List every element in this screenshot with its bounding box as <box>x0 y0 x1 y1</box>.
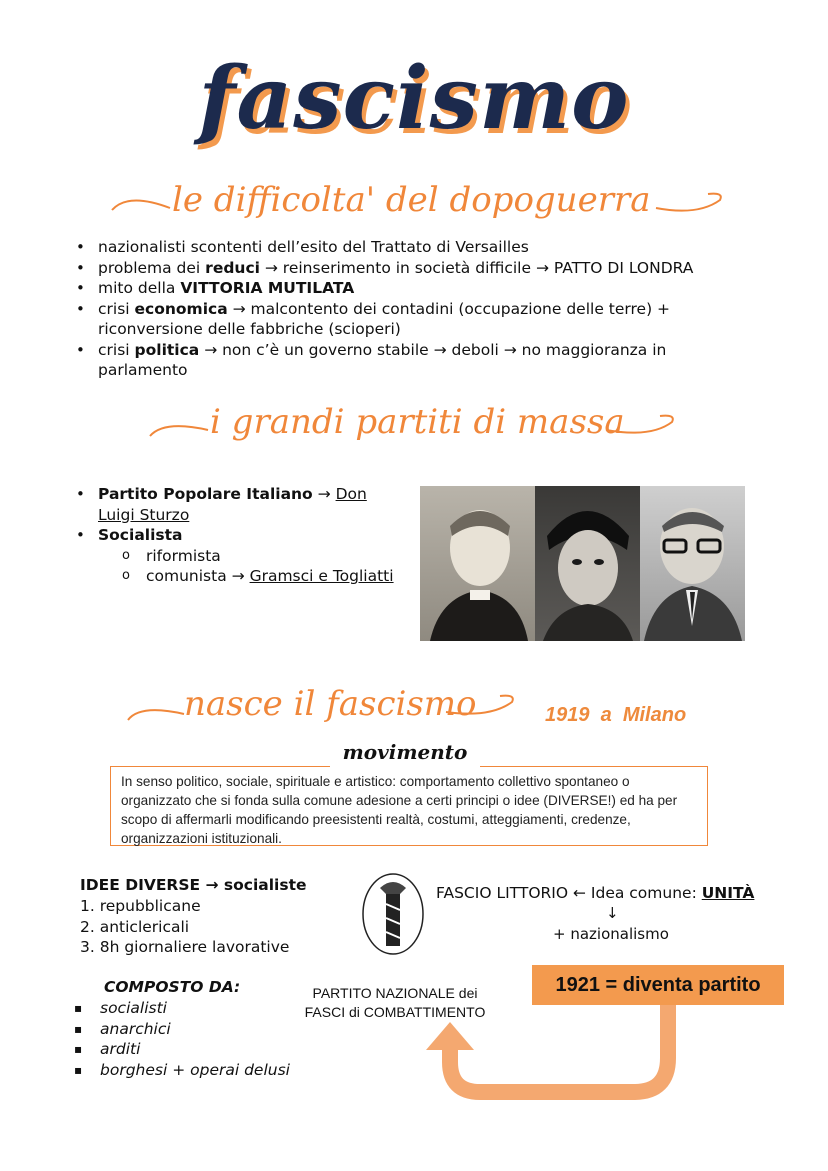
list-item: • Partito Popolare Italiano → Don Luigi Sturzo <box>72 484 402 525</box>
page-title: fascismo <box>198 48 630 149</box>
section-heading-partiti: i grandi partiti di massa <box>210 402 625 442</box>
idee-diverse-title: IDEE DIVERSE → socialiste <box>80 876 307 894</box>
partito-nazionale: PARTITO NAZIONALE dei FASCI di COMBATTIMENTO <box>304 985 486 1020</box>
list-item: • mito della VITTORIA MUTILATA <box>72 278 732 299</box>
fascio-littorio-text: FASCIO LITTORIO ← Idea comune: UNITÀ <box>436 884 755 902</box>
portrait-gramsci <box>535 486 640 641</box>
section-heading-nasce: nasce il fascismo <box>184 684 477 724</box>
list-item: • nazionalisti scontenti dell’esito del Trattato di Versailles <box>72 237 732 258</box>
list-item: 2. anticlericali <box>80 917 190 936</box>
dopoguerra-list <box>72 237 732 381</box>
portrait-togliatti <box>640 486 745 641</box>
movimento-label: movimento <box>330 740 480 770</box>
partito-1921-box: 1921 = diventa partito <box>532 965 784 1005</box>
founding-date: 1919 a Milano <box>545 704 687 726</box>
return-arrow-icon <box>410 1000 700 1110</box>
list-item: 1. repubblicane <box>80 897 201 915</box>
partiti-list <box>72 484 402 587</box>
list-item: o comunista → Gramsci e Togliatti <box>120 566 402 587</box>
idee-list <box>80 896 289 958</box>
composto-list <box>74 998 290 1080</box>
list-item: • crisi politica → non c’è un governo stabile → deboli → no maggioranza in parlamento <box>72 340 732 381</box>
nazionalismo-text: + nazionalismo <box>553 925 669 943</box>
list-item: • Socialista o riformista o comunista → Gramsci e Togliatti <box>72 525 402 587</box>
composto-title: COMPOSTO DA: <box>104 978 241 996</box>
list-item: • problema dei reduci → reinserimento in società difficile → PATTO DI LONDRA <box>72 258 732 279</box>
list-item: o riformista <box>120 546 402 567</box>
list-item: ▪ arditi <box>74 1039 290 1060</box>
list-item: ▪ anarchici <box>74 1019 290 1040</box>
portrait-sturzo <box>420 486 535 641</box>
down-arrow-icon: ↓ <box>606 904 619 922</box>
list-item: 3. 8h giornaliere lavorative <box>80 938 290 956</box>
list-item: ▪ socialisti <box>74 998 290 1019</box>
list-item: ▪ borghesi + operai delusi <box>74 1060 290 1081</box>
list-item: • crisi economica → malcontento dei contadini (occupazione delle terre) + riconversione delle fabbriche (scioperi) <box>72 299 732 340</box>
movimento-definition: In senso politico, sociale, spirituale e artistico: comportamento collettivo spontaneo o organizzato che si fonda sulla comune adesione a certi principi o idee (DIVERSE!) ed ha per scopo di affermarli modificando preesistenti realtà, costumi, atteggiamenti, credenze, organizzazioni istituzionali. <box>110 766 708 846</box>
fascio-littorio-icon <box>360 872 426 956</box>
section-heading-dopoguerra: le difficolta' del dopoguerra <box>172 180 651 220</box>
